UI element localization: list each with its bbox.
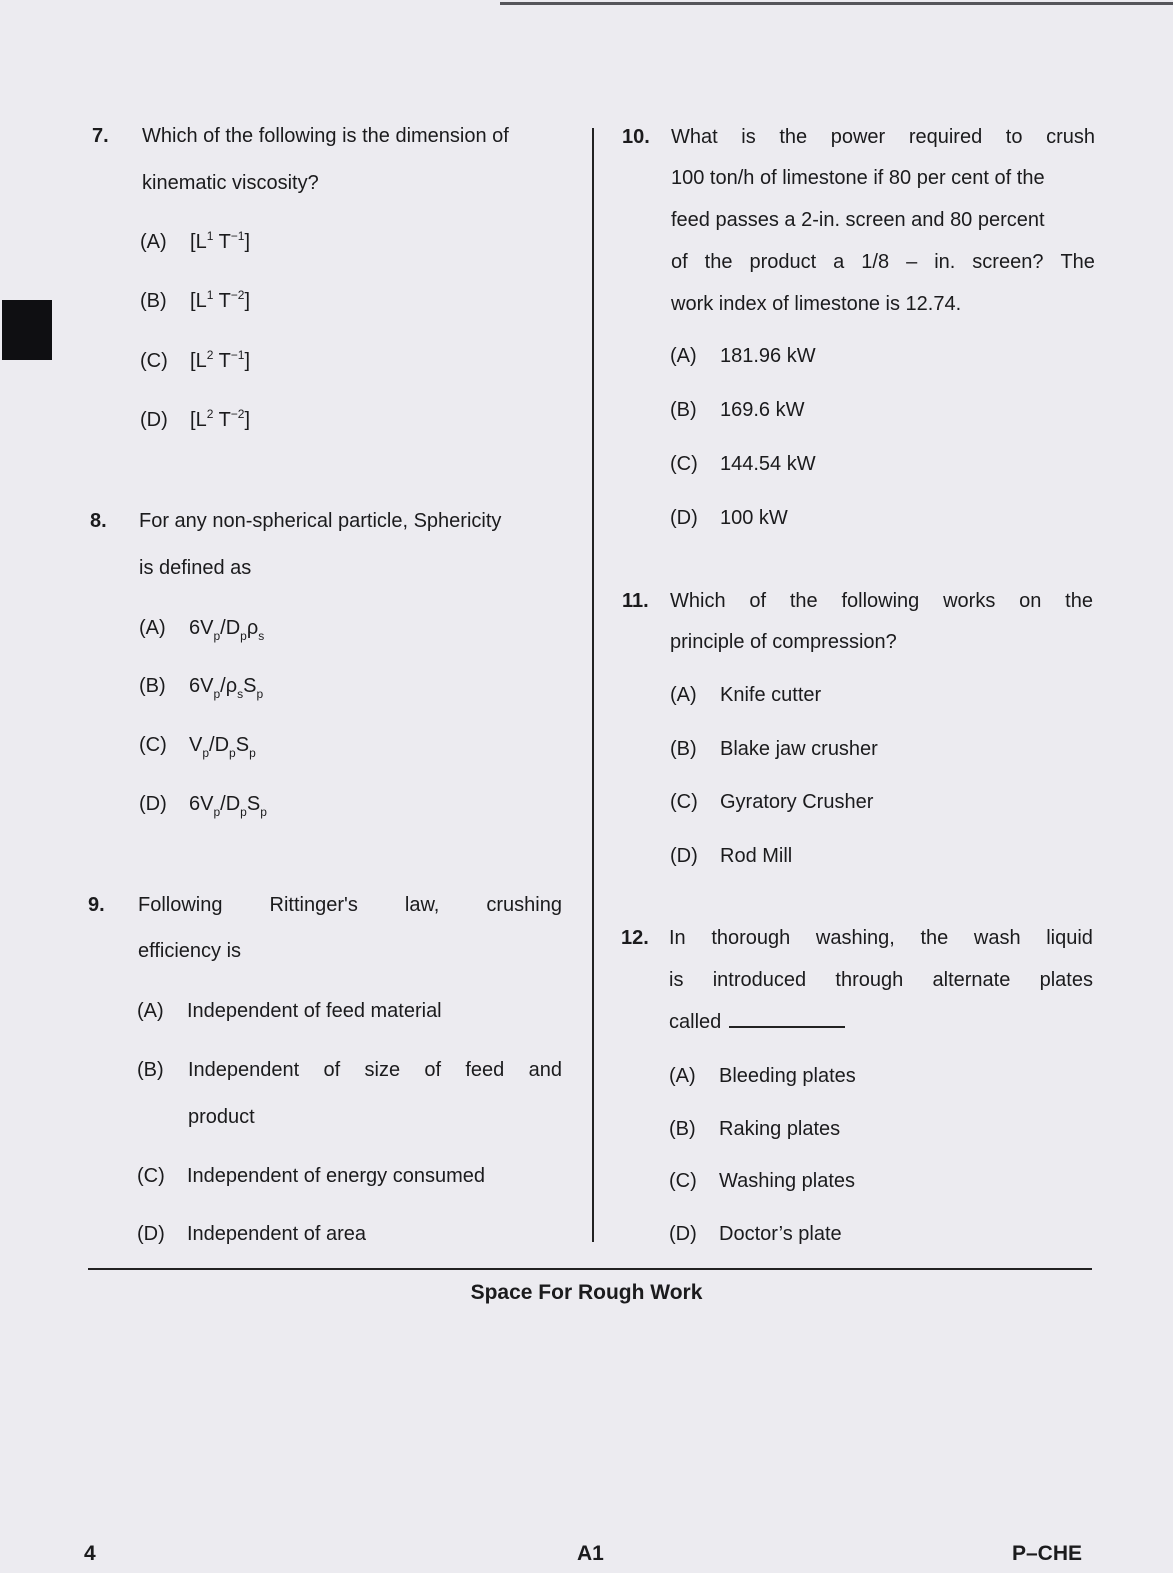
option-d xyxy=(137,1224,366,1244)
exponent: −1 xyxy=(230,229,245,243)
option-b xyxy=(670,400,804,420)
formula-term: /D xyxy=(220,793,241,815)
word: Which xyxy=(670,590,726,612)
question-number: 10. xyxy=(622,126,650,148)
question-text: work index of limestone is 12.74. xyxy=(671,293,962,315)
option-label: (C) xyxy=(140,350,168,372)
question-text: Which of the following is the dimension of xyxy=(142,125,509,147)
dimension-base: L xyxy=(195,409,207,431)
question-text xyxy=(671,127,1095,147)
word: The xyxy=(1060,251,1095,273)
question-text xyxy=(138,895,562,915)
option-d xyxy=(670,508,788,528)
option-label: (A) xyxy=(670,684,697,706)
option-text: Independent of feed material xyxy=(187,1000,442,1022)
subscript: s xyxy=(258,629,265,643)
option-a xyxy=(669,1066,856,1086)
option-c xyxy=(670,792,873,812)
exponent: 2 xyxy=(206,407,214,421)
option-text: Raking plates xyxy=(719,1118,841,1140)
column-divider xyxy=(592,128,594,1242)
word: power xyxy=(830,126,886,148)
option-label: (A) xyxy=(140,231,167,253)
formula-term: /D xyxy=(220,617,241,639)
word: works xyxy=(943,590,996,612)
dimension-base: T xyxy=(213,231,231,253)
option-label: (B) xyxy=(137,1059,164,1081)
subscript: p xyxy=(260,805,267,819)
option-b xyxy=(669,1119,840,1139)
word: the xyxy=(920,927,949,949)
option-a xyxy=(137,1001,442,1021)
word: feed xyxy=(465,1059,505,1081)
option-b: (B) [$L^1$ $T^{-2}$] xyxy=(140,288,251,312)
word: required xyxy=(908,126,983,148)
option-text: product xyxy=(188,1106,255,1128)
option-label: (C) xyxy=(139,734,167,756)
rough-work-rule xyxy=(88,1268,1092,1270)
word: is xyxy=(741,126,756,148)
word: Independent xyxy=(188,1059,300,1081)
formula-term: S xyxy=(246,793,261,815)
option-b xyxy=(137,1060,187,1080)
option-text xyxy=(188,1060,562,1080)
option-label: (D) xyxy=(670,507,698,529)
option-d xyxy=(669,1224,842,1244)
option-label: (C) xyxy=(669,1170,697,1192)
question-text xyxy=(669,970,1093,990)
option-text: Independent of energy consumed xyxy=(187,1165,485,1187)
question-text xyxy=(671,252,1095,272)
question-number: 9. xyxy=(88,894,105,916)
word: – xyxy=(906,251,918,273)
option-label: (B) xyxy=(670,399,697,421)
exponent: −2 xyxy=(230,407,245,421)
word: the xyxy=(1065,590,1093,612)
word: of xyxy=(749,590,767,612)
word: a xyxy=(833,251,845,273)
subscript: p xyxy=(202,746,210,760)
word: introduced xyxy=(712,969,807,991)
word: of xyxy=(323,1059,341,1081)
option-label: (B) xyxy=(670,738,697,760)
option-text: Washing plates xyxy=(719,1170,855,1192)
exponent: −2 xyxy=(230,288,245,302)
dimension-base: T xyxy=(213,290,231,312)
option-b xyxy=(139,675,264,701)
option-label: (D) xyxy=(137,1223,165,1245)
answer-blank xyxy=(729,1026,845,1028)
question-text xyxy=(669,1012,845,1032)
exponent: 1 xyxy=(206,288,214,302)
word: product xyxy=(749,251,817,273)
word: called xyxy=(669,1011,722,1033)
question-text: kinematic viscosity? xyxy=(142,172,319,194)
word: law, xyxy=(404,894,440,916)
dimension-base: L xyxy=(195,350,207,372)
word: liquid xyxy=(1046,927,1093,949)
option-d: (D) [$L^2$ $T^{-2}$] xyxy=(140,407,251,431)
question-number: 8. xyxy=(90,510,107,532)
subscript: p xyxy=(240,629,247,643)
subscript: s xyxy=(237,687,244,701)
rough-work-heading: Space For Rough Work xyxy=(470,1281,703,1304)
top-edge-line xyxy=(500,2,1173,5)
option-a: (A) [$L^1$ $T^{-1}$] xyxy=(140,229,251,253)
formula-term: V xyxy=(189,734,203,756)
formula-term: 6V xyxy=(189,793,214,815)
option-label: (D) xyxy=(140,409,168,431)
dimension-base: L xyxy=(195,290,207,312)
option-text: Doctor’s plate xyxy=(719,1223,842,1245)
word: washing, xyxy=(815,927,895,949)
word: 1/8 xyxy=(861,251,890,273)
question-text: feed passes a 2-in. screen and 80 percent xyxy=(671,209,1045,231)
word: of xyxy=(424,1059,442,1081)
option-d xyxy=(670,846,792,866)
exponent: 2 xyxy=(206,348,214,362)
option-a xyxy=(139,617,265,643)
subject-code: P–CHE xyxy=(1012,1542,1083,1565)
option-text: 144.54 kW xyxy=(720,453,816,475)
option-label: (B) xyxy=(140,290,167,312)
word: through xyxy=(835,969,904,991)
option-label: (A) xyxy=(670,345,697,367)
option-text: Knife cutter xyxy=(720,684,822,706)
word: In xyxy=(669,927,686,949)
dimension-base: T xyxy=(213,350,231,372)
option-d xyxy=(139,793,267,819)
subscript: p xyxy=(240,805,247,819)
word: the xyxy=(704,251,733,273)
option-label: (C) xyxy=(670,453,698,475)
option-c xyxy=(137,1166,485,1186)
question-text: is defined as xyxy=(139,557,252,579)
subscript: p xyxy=(213,805,221,819)
option-c xyxy=(139,734,256,760)
option-a xyxy=(670,346,816,366)
option-text: 100 kW xyxy=(720,507,788,529)
word: the xyxy=(779,126,808,148)
option-label: (B) xyxy=(669,1118,696,1140)
option-label: (A) xyxy=(137,1000,164,1022)
option-text: Rod Mill xyxy=(720,845,793,867)
word: alternate xyxy=(932,969,1011,991)
option-c xyxy=(670,454,816,474)
question-number: 12. xyxy=(621,927,649,949)
option-label: (C) xyxy=(137,1165,165,1187)
word: What xyxy=(671,126,718,148)
word: size xyxy=(364,1059,401,1081)
option-b xyxy=(670,739,878,759)
word: crushing xyxy=(486,894,562,916)
question-text xyxy=(669,928,1093,948)
question-text xyxy=(670,591,1093,611)
option-label: (D) xyxy=(669,1223,697,1245)
option-label: (A) xyxy=(139,617,166,639)
formula-term: 6V xyxy=(189,675,214,697)
word: plates xyxy=(1039,969,1093,991)
dimension-base: L xyxy=(195,231,207,253)
option-label: (C) xyxy=(670,791,698,813)
option-a xyxy=(670,685,821,705)
option-text: Independent of area xyxy=(187,1223,367,1245)
exponent: 1 xyxy=(206,229,214,243)
option-label: (B) xyxy=(139,675,166,697)
subscript: p xyxy=(249,746,256,760)
formula-term: S xyxy=(235,734,250,756)
registration-mark xyxy=(2,300,52,360)
option-text: Blake jaw crusher xyxy=(720,738,878,760)
subscript: p xyxy=(256,687,264,701)
question-text: principle of compression? xyxy=(670,631,897,653)
word: to xyxy=(1005,126,1023,148)
option-text: Bleeding plates xyxy=(719,1065,856,1087)
question-number: 11. xyxy=(622,590,649,612)
formula-term: /ρ xyxy=(220,675,238,697)
option-label: (D) xyxy=(670,845,698,867)
word: in. xyxy=(934,251,956,273)
dimension-base: T xyxy=(213,409,231,431)
word: on xyxy=(1019,590,1042,612)
option-text: Gyratory Crusher xyxy=(720,791,874,813)
word: Following xyxy=(138,894,223,916)
word: the xyxy=(789,590,818,612)
question-number: 7. xyxy=(92,125,109,147)
formula-term: 6V xyxy=(189,617,214,639)
word: and xyxy=(528,1059,562,1081)
subscript: p xyxy=(229,746,236,760)
word: of xyxy=(671,251,688,273)
subscript: p xyxy=(213,687,221,701)
option-c: (C) [$L^2$ $T^{-1}$] xyxy=(140,348,251,372)
question-text: For any non-spherical particle, Sphericity xyxy=(139,510,502,532)
page-number: 4 xyxy=(84,1542,96,1565)
option-c xyxy=(669,1171,855,1191)
option-text: 169.6 kW xyxy=(720,399,805,421)
word: thorough xyxy=(711,927,791,949)
formula-term: /D xyxy=(209,734,230,756)
option-label: (D) xyxy=(139,793,167,815)
formula-term: S xyxy=(243,675,257,697)
series-code: A1 xyxy=(577,1542,604,1565)
word: wash xyxy=(973,927,1021,949)
option-text: 181.96 kW xyxy=(720,345,816,367)
subscript: p xyxy=(213,629,221,643)
option-label: (A) xyxy=(669,1065,696,1087)
word: screen? xyxy=(972,251,1044,273)
formula-term: ρ xyxy=(246,617,259,639)
word: following xyxy=(841,590,920,612)
word: is xyxy=(669,969,684,991)
word: crush xyxy=(1046,126,1095,148)
question-text: efficiency is xyxy=(138,940,242,962)
question-text: 100 ton/h of limestone if 80 per cent of the xyxy=(671,167,1045,189)
exponent: −1 xyxy=(230,348,245,362)
word: Rittinger's xyxy=(269,894,358,916)
